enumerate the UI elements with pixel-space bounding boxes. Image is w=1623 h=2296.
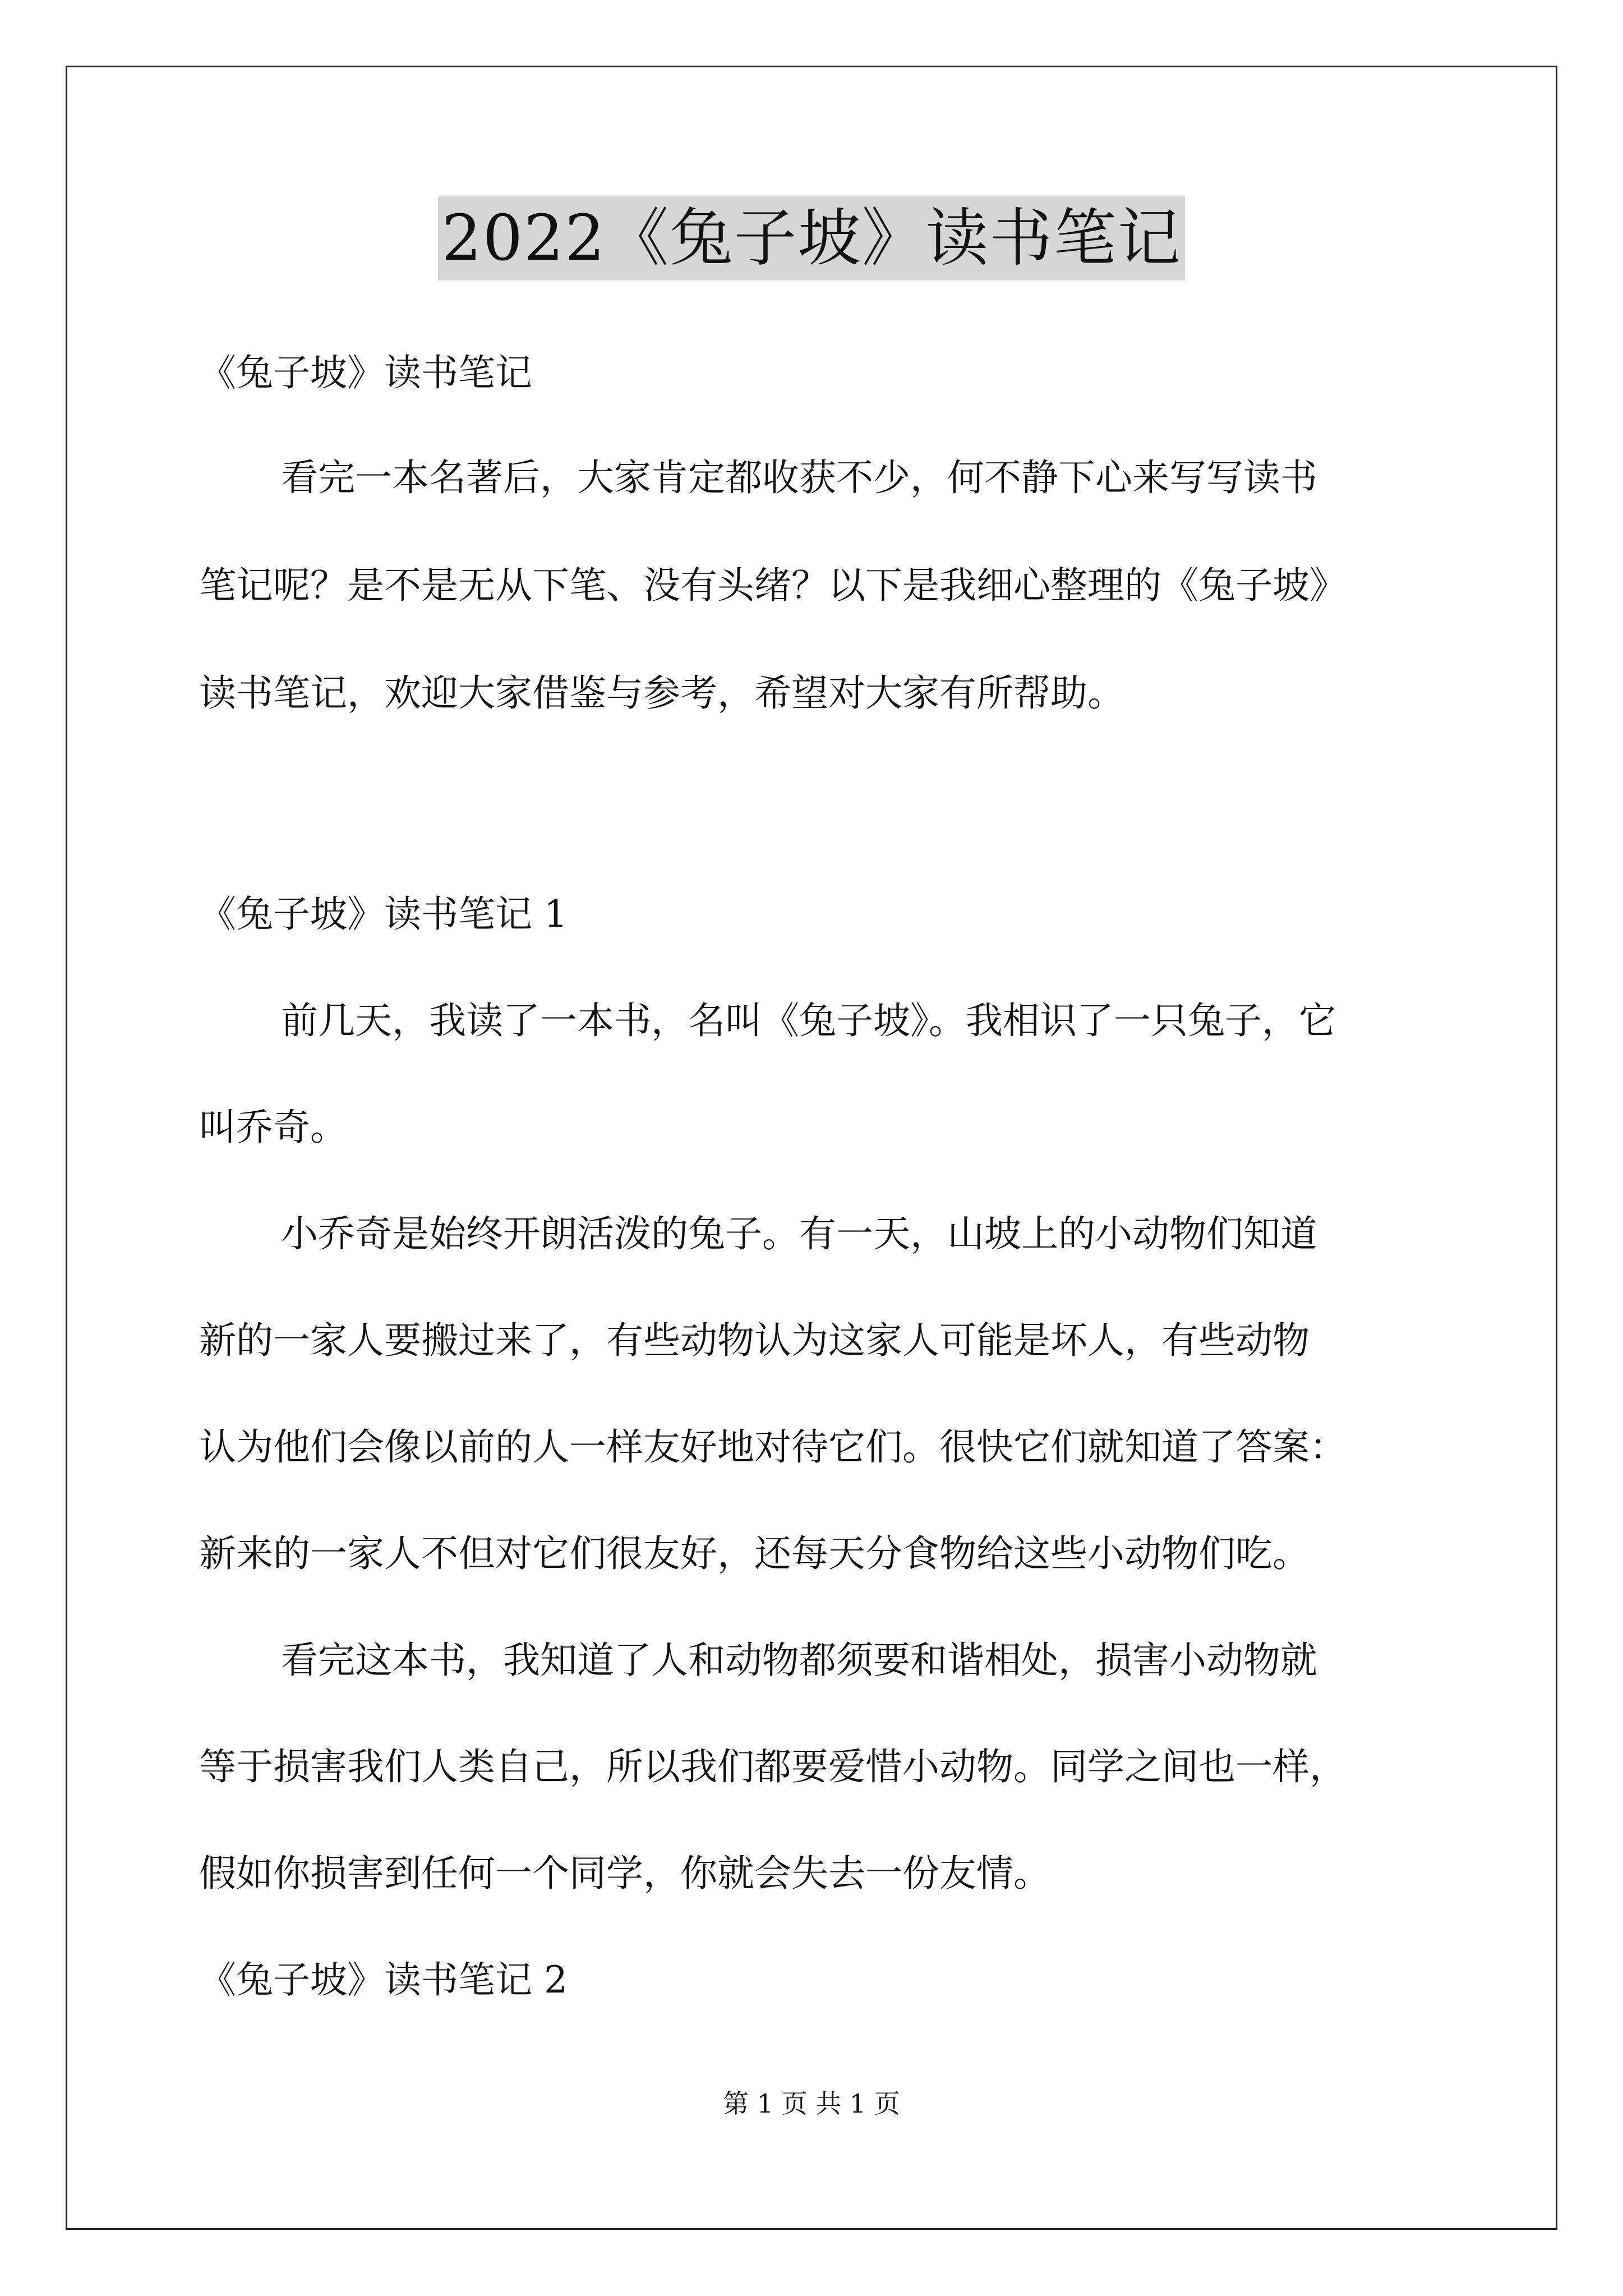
page-footer: 第 1 页 共 1 页 xyxy=(723,2088,900,2119)
paragraph-line: 新来的一家人不但对它们很友好，还每天分食物给这些小动物们吃。 xyxy=(199,1532,1310,1575)
intro-line: 笔记呢？是不是无从下笔、没有头绪？以下是我细心整理的《兔子坡》 xyxy=(199,564,1347,607)
section1-heading: 《兔子坡》读书笔记 1 xyxy=(199,892,568,936)
title-container xyxy=(0,196,1623,280)
paragraph-line: 前几天，我读了一本书，名叫《兔子坡》。我相识了一只兔子，它 xyxy=(281,999,1336,1042)
paragraph-line: 认为他们会像以前的人一样友好地对待它们。很快它们就知道了答案： xyxy=(199,1425,1347,1469)
document-title: 2022《兔子坡》读书笔记 xyxy=(438,196,1184,280)
paragraph-line: 叫乔奇。 xyxy=(199,1106,347,1149)
paragraph-line: 假如你损害到任何一个同学，你就会失去一份友情。 xyxy=(199,1852,1050,1895)
intro-line: 看完一本名著后，大家肯定都收获不少，何不静下心来写写读书 xyxy=(281,456,1317,499)
intro-line: 读书笔记，欢迎大家借鉴与参考，希望对大家有所帮助。 xyxy=(199,671,1124,715)
heading: 《兔子坡》读书笔记 xyxy=(199,351,532,394)
paragraph-line: 看完这本书，我知道了人和动物都须要和谐相处，损害小动物就 xyxy=(281,1639,1317,1682)
paragraph-line: 小乔奇是始终开朗活泼的兔子。有一天，山坡上的小动物们知道 xyxy=(281,1212,1317,1255)
section2-heading: 《兔子坡》读书笔记 2 xyxy=(199,1958,568,2001)
paragraph-line: 等于损害我们人类自己，所以我们都要爱惜小动物。同学之间也一样， xyxy=(199,1745,1347,1788)
paragraph-line: 新的一家人要搬过来了，有些动物认为这家人可能是坏人，有些动物 xyxy=(199,1319,1310,1362)
